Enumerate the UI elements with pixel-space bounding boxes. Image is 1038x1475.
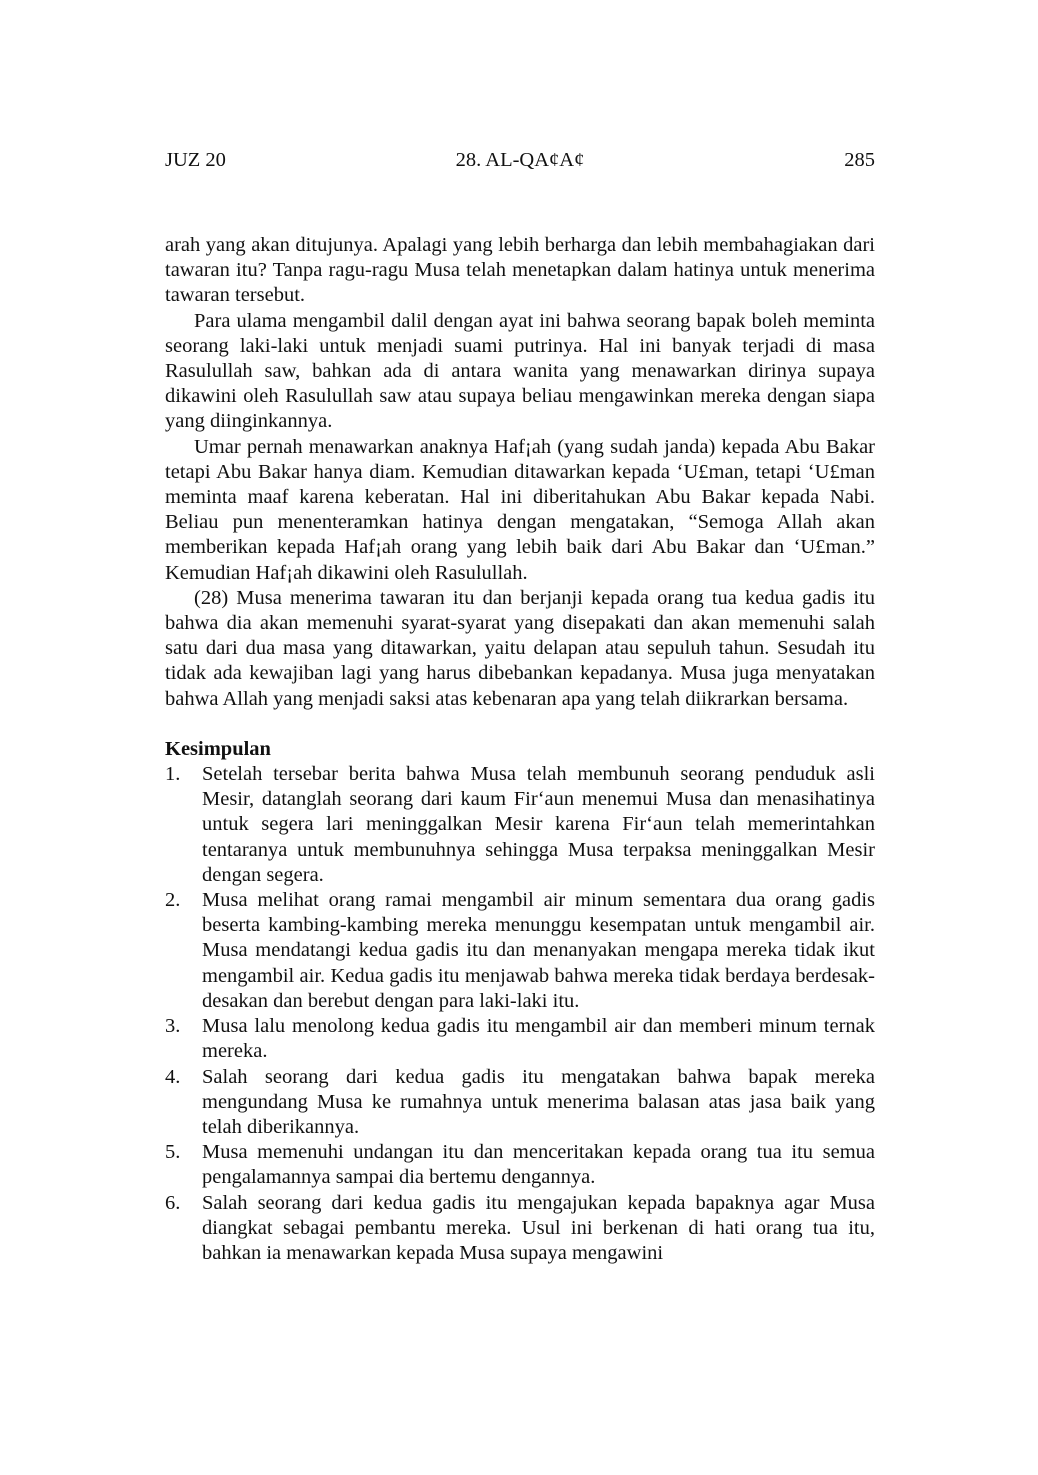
conclusion-list (165, 762, 875, 1266)
header-juz-label: JUZ 20 (165, 149, 226, 171)
list-item (165, 762, 875, 888)
main-text (165, 233, 875, 1266)
header-surah-title: 28. AL-QA¢A¢ (455, 149, 585, 171)
paragraph: Para ulama mengambil dalil dengan ayat ini bahwa seorang bapak boleh meminta seorang laki-laki untuk menjadi suami putrinya. Hal ini banyak terjadi di masa Rasulullah saw, bahkan ada di antara wanita yang menawarkan dirinya supaya dikawini oleh Rasulullah saw atau supaya beliau mengawinkan mereka dengan siapa yang diinginkannya. (165, 309, 875, 433)
list-item (165, 1014, 875, 1064)
header-page-number: 285 (844, 149, 875, 171)
list-item (165, 1065, 875, 1141)
list-item-text: Salah seorang dari kedua gadis itu mengatakan bahwa bapak mereka mengundang Musa ke rumahnya untuk menerima balasan atas jasa baik yang telah diberikannya. (202, 1065, 875, 1138)
list-item-number: 4. (165, 1065, 181, 1088)
running-header (165, 146, 875, 174)
list-item-number: 3. (165, 1015, 181, 1038)
list-item-text: Salah seorang dari kedua gadis itu mengajukan kepada bapaknya agar Musa diangkat sebagai pembantu mereka. Usul ini berkenan di hati orang tua itu, bahkan ia menawarkan kepada Musa supaya mengawini (202, 1191, 875, 1264)
section-heading-kesimpulan: Kesimpulan (165, 737, 271, 760)
list-item-text: Musa memenuhi undangan itu dan menceritakan kepada orang tua itu semua pengalamannya sampai dia bertemu dengannya. (202, 1141, 875, 1189)
list-item-text: Setelah tersebar berita bahwa Musa telah membunuh seorang penduduk asli Mesir, datanglah seorang dari kaum Fir‘aun menemui Musa dan menasihatinya untuk segera lari meninggalkan Mesir karena Fir‘aun telah memerintahkan tentaranya untuk membunuhnya sehingga Musa terpaksa meninggalkan Mesir dengan segera. (202, 763, 875, 886)
list-item (165, 888, 875, 1014)
paragraph-continued: arah yang akan ditujunya. Apalagi yang lebih berharga dan lebih membahagiakan dari tawaran itu? Tanpa ragu-ragu Musa telah menetapkan dalam hatinya untuk menerima tawaran tersebut. (165, 234, 875, 307)
paragraph: (28) Musa menerima tawaran itu dan berjanji kepada orang tua kedua gadis itu bahwa dia akan memenuhi syarat-syarat yang disepakati dan akan memenuhi salah satu dari dua masa yang ditawarkan, yaitu delapan atau sepuluh tahun. Sesudah itu tidak ada kewajiban lagi yang harus dibebankan kepadanya. Musa juga menyatakan bahwa Allah yang menjadi saksi atas kebenaran apa yang telah diikrarkan bersama. (165, 586, 875, 710)
paragraph: Umar pernah menawarkan anaknya Haf¡ah (yang sudah janda) kepada Abu Bakar tetapi Abu Bakar hanya diam. Kemudian ditawarkan kepada ‘U£man, tetapi ‘U£man meminta maaf karena keberatan. Hal ini diberitahukan Abu Bakar kepada Nabi. Beliau pun menenteramkan hatinya dengan mengatakan, “Semoga Allah akan memberikan kepada Haf¡ah orang yang lebih baik dari Abu Bakar dan ‘U£man.” Kemudian Haf¡ah dikawini oleh Rasulullah. (165, 435, 875, 584)
list-item-number: 5. (165, 1141, 181, 1164)
list-item-text: Musa lalu menolong kedua gadis itu mengambil air dan memberi minum ternak mereka. (202, 1015, 875, 1063)
list-item-number: 6. (165, 1191, 181, 1214)
list-item-text: Musa melihat orang ramai mengambil air minum sementara dua orang gadis beserta kambing-kambing mereka menunggu kesempatan untuk mengambil air. Musa mendatangi kedua gadis itu dan menanyakan mengapa mereka tidak ikut mengambil air. Kedua gadis itu menjawab bahwa mereka tidak berdaya berdesak-desakan dan berebut dengan para laki-laki itu. (202, 889, 875, 1012)
list-item-number: 2. (165, 889, 181, 912)
list-item (165, 1140, 875, 1190)
list-item-number: 1. (165, 763, 181, 786)
list-item (165, 1191, 875, 1267)
